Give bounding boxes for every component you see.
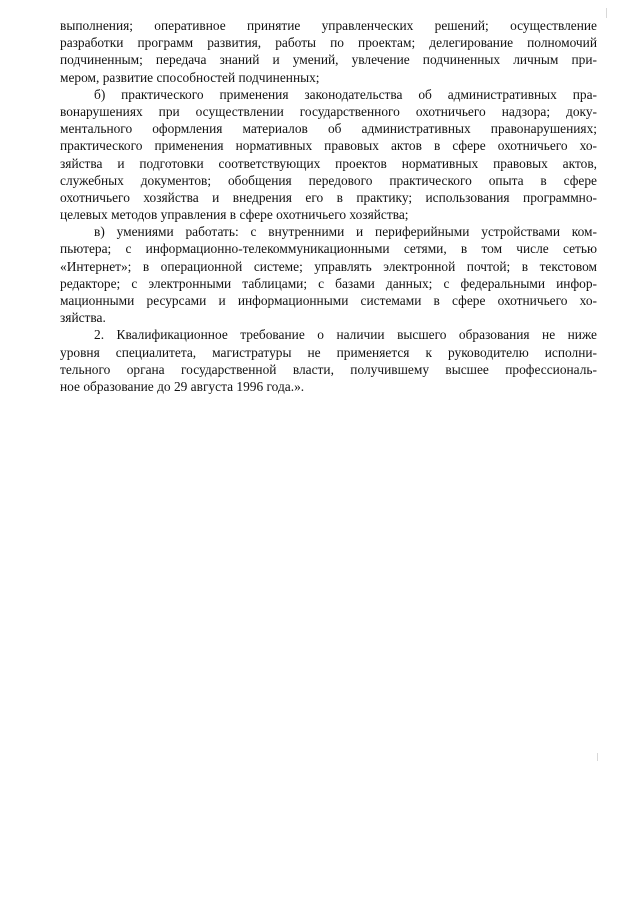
text-line: ментального оформления материалов об административных правонарушениях;: [60, 121, 597, 137]
text-line: целевых методов управления в сфере охотничьего хозяйства;: [60, 207, 409, 223]
text-line: разработки программ развития, работы по проектам; делегирование полномочий: [60, 35, 597, 51]
text-line: практического применения нормативных правовых актов в сфере охотничьего хо-: [60, 138, 597, 154]
text-line: редакторе; с электронными таблицами; с базами данных; с федеральными инфор-: [60, 275, 597, 291]
text-line: в) умениями работать: с внутренними и периферийными устройствами ком-: [94, 224, 597, 240]
scan-artifact: [597, 753, 598, 761]
text-line: подчиненным; передача знаний и умений, увлечение подчиненных личным при-: [60, 52, 597, 68]
text-line: 2. Квалификационное требование о наличии высшего образования не ниже: [94, 327, 597, 343]
paragraph-point-2: [60, 326, 597, 395]
text-line: мером, развитие способностей подчиненных;: [60, 69, 320, 85]
paragraph-item-b: [60, 86, 597, 224]
scan-artifact: [606, 8, 607, 18]
text-line: мационными ресурсами и информационными системами в сфере охотничьего хо-: [60, 293, 597, 308]
text-line: выполнения; оперативное принятие управленческих решений; осуществление: [60, 18, 597, 33]
text-line: ное образование до 29 августа 1996 года.».: [60, 378, 305, 394]
text-line: тельного органа государственной власти, получившему высшее профессиональ-: [60, 361, 597, 377]
text-line: «Интернет»; в операционной системе; управлять электронной почтой; в текстовом: [60, 258, 597, 274]
text-line: б) практического применения законодательства об административных пра-: [94, 86, 597, 102]
paragraph-continuation: [60, 17, 597, 86]
text-line: вонарушениях при осуществлении государственного охотничьего надзора; доку-: [60, 103, 597, 119]
text-line: зяйства и подготовки соответствующих проектов нормативных правовых актов,: [60, 155, 597, 171]
text-line: зяйства.: [60, 310, 106, 326]
document-body: [60, 17, 597, 395]
text-line: пьютера; с информационно-телекоммуникационными сетями, в том числе сетью: [60, 241, 597, 257]
paragraph-item-v: [60, 223, 597, 326]
text-line: уровня специалитета, магистратуры не применяется к руководителю исполни-: [60, 344, 597, 360]
text-line: служебных документов; обобщения передового практического опыта в сфере: [60, 172, 597, 188]
text-line: охотничьего хозяйства и внедрения его в практику; использования программно-: [60, 189, 597, 205]
